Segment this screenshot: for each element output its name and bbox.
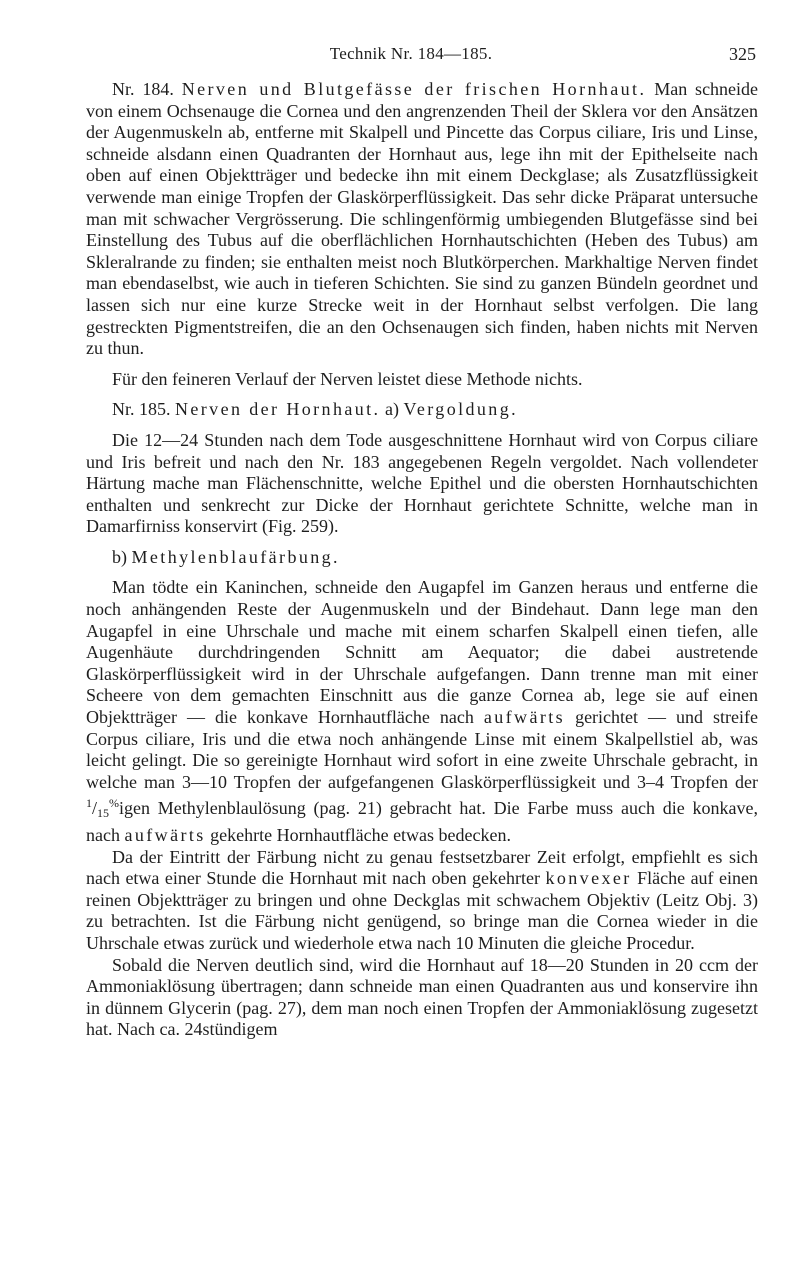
section-184-note: Für den feineren Verlauf der Nerven leistet diese Methode nichts.	[112, 368, 583, 389]
part-b-label: b)	[112, 546, 127, 567]
part-b-paragraph-3: Sobald die Nerven deutlich sind, wird die Hornhaut auf 18—20 Stunden in 20 ccm der Ammoniaklösung übertragen; dann schneide man einen Quadranten aus und konservire ihn in dünnem Glycerin (pag. 27), dem man noch einen Tropfen der Ammoniaklösung zugesetzt hat. Nach ca. 24stündigem	[86, 954, 758, 1040]
fraction: $^1$/15	[86, 796, 110, 821]
page-header	[66, 44, 756, 70]
part-a-title: Vergoldung.	[403, 399, 519, 420]
p1-before: Man tödte ein Kaninchen, schneide den Augapfel im Ganzen heraus und entferne die noch anhängenden Reste der Augenmuskeln und der Bindehaut. Dann lege man den Augapfel in eine Uhrschale und mache mit einem scharfen Skalpell einen tiefen, alle Augenhäute durchdringenden Schnitt am Aequator; die dabei austretende Glaskörperflüssigkeit wird in der Uhrschale aufgefangen. Dann trenne man mit einer Scheere von dem gemachten Einschnitt aus die ganze Cornea ab, lege sie auf einen Objektträger — die konkave Hornhautfläche nach	[86, 577, 758, 728]
part-b-paragraph-2	[86, 847, 758, 955]
part-b-heading	[86, 547, 758, 569]
p2-after: Fläche auf einen reinen Objektträger zu bringen und ohne Deckglas mit schwachem Objektiv (Leitz Obj. 3) zu betrachten. Ist die Färbung nicht genügend, so bringe man die Cornea wieder in die Uhrschale etwas zurück und wiederhole etwa nach 10 Minuten die gleiche Procedur.	[86, 868, 758, 953]
part-b-paragraph-1	[86, 577, 758, 846]
section-184-number: Nr. 184.	[112, 79, 174, 99]
p1-spaced-word-2: aufwärts	[124, 825, 206, 845]
p2-spaced-word: konvexer	[545, 868, 632, 889]
section-184-title: Nerven und Blutgefässe der frischen Hornhaut.	[181, 79, 647, 99]
section-184-text: Man schneide von einem Ochsenauge die Cornea und den angrenzenden Theil der Sklera vor den Ansätzen der Augenmuskeln ab, entferne mit Skalpell und Pincette das Corpus ciliare, Iris und Linse, schneide alsdann einen Quadranten der Hornhaut aus, lege ihn mit der Epithelseite nach oben auf einen Objektträger und bedecke ihn mit einem Deckglase; als Zusatzflüssigkeit verwende man einige Tropfen der Glaskörperflüssigkeit. Das sehr dicke Präparat untersuche man mit schwacher Vergrösserung. Die schlingenförmig umbiegenden Blutgefässe sind bei Einstellung des Tubus auf die oberflächlichen Hornhautschichten (Heben des Tubus) am Skleralrande zu finden; sie enthalten meist noch Blutkörperchen. Markhaltige Nerven findet man ebendaselbst, wie auch in tieferen Schichten. Sie sind zu ganzen Bündeln geordnet und lassen sich nur eine kurze Strecke weit in der Hornhaut selbst verfolgen. Die lang gestreckten Pigmentstreifen, die an den Ochsenaugen sich finden, haben nichts mit Nerven zu thun.	[86, 79, 759, 359]
p1-spaced-word: aufwärts	[483, 707, 566, 728]
page-number: 325	[729, 44, 756, 64]
section-185-number: Nr. 185.	[112, 399, 171, 420]
running-title: Technik Nr. 184—185.	[329, 44, 493, 63]
part-a-paragraph: Die 12—24 Stunden nach dem Tode ausgeschnittene Hornhaut wird von Corpus ciliare und Iris befreit und nach den Nr. 183 angegebenen Regeln vergoldet. Nach vollendeter Härtung mache man Flächenschnitte, welche Epithel und die obersten Hornhautschichten enthalten und senkrecht zur Dicke der Hornhaut gerichtete Schnitte, welche man in Damarfirniss konservirt (Fig. 259).	[86, 429, 758, 537]
percent-sign: %	[109, 796, 120, 811]
p1-end: gekehrte Hornhautfläche etwas bedecken.	[210, 825, 512, 845]
page-body	[86, 79, 758, 1041]
p1-mid: gerichtet — und streife Corpus ciliare, Iris und die etwa noch anhängende Linse mit einem Skalpellstiel ab, was leicht gelingt. Die so gereinigte Hornhaut wird sofort in eine zweite Uhrschale gebracht, in welche man 3—10 Tropfen der aufgefangenen Glaskörperflüssigkeit und 3–4 Tropfen der	[86, 707, 759, 792]
p1-after: igen Methylenblaulösung (pag. 21) gebracht hat. Die Farbe muss auch die konkave, nach	[86, 798, 758, 845]
fraction-denominator: 15	[97, 806, 110, 821]
part-a-label: a)	[384, 399, 399, 420]
section-184-paragraph	[86, 79, 758, 360]
part-b-title: Methylenblaufärbung.	[131, 546, 340, 567]
fraction-numerator: 1	[86, 796, 92, 811]
section-185-title: Nerven der Hornhaut.	[175, 399, 381, 420]
p2-before: Da der Eintritt der Färbung nicht zu genau festsetzbarer Zeit erfolgt, empfiehlt es sich nach etwa einer Stunde die Hornhaut mit nach oben gekehrter	[86, 846, 758, 889]
section-185-heading	[86, 399, 758, 421]
